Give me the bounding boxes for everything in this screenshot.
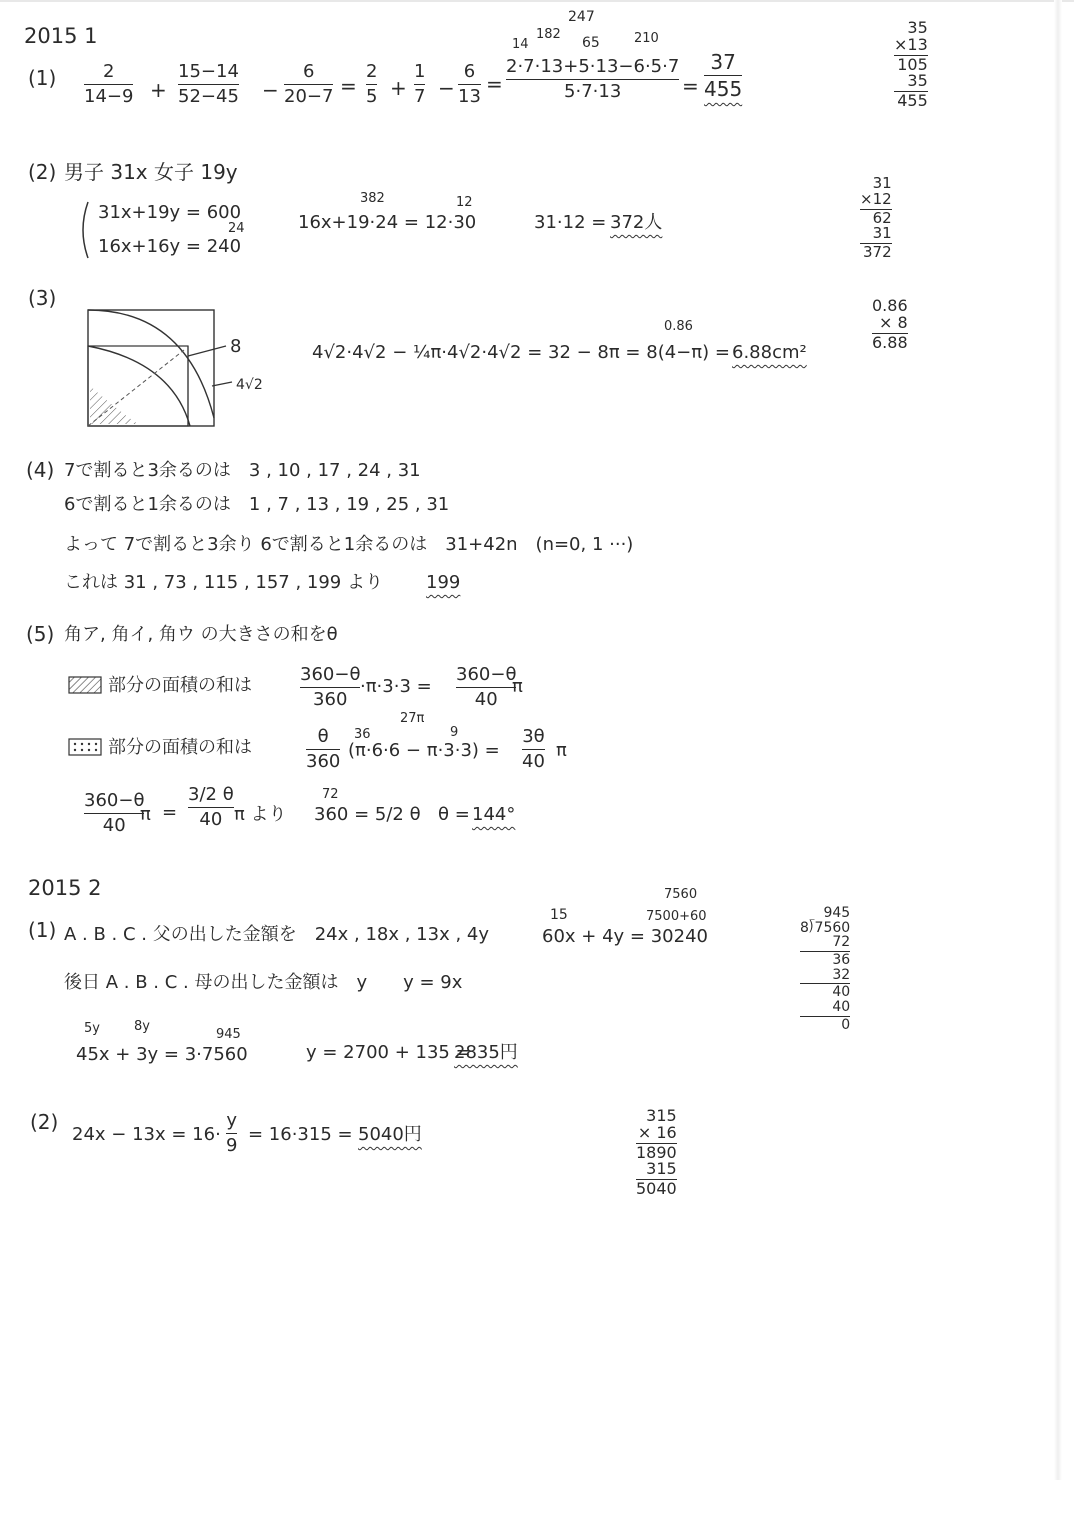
fraction: 3/2 θ 40 — [188, 784, 234, 830]
side-long-division: 945 8⟌7560 72 36 32 40 40 0 — [800, 905, 851, 1033]
answer-2-2: 5040円 — [358, 1124, 422, 1145]
answer-1-3: 6.88cm² — [732, 342, 807, 363]
minus-sign: − — [262, 78, 279, 102]
fraction: 6 20−7 — [284, 61, 334, 107]
equals-sign: = — [682, 74, 699, 98]
plus-sign: + — [150, 78, 167, 102]
text-line: よって 7で割ると3余り 6で割ると1余るのは 31+42n (n=0, 1 ···) — [64, 534, 634, 555]
figure-label-4root2: 4√2 — [236, 377, 263, 393]
pi-symbol: π — [512, 676, 523, 697]
side-multiplication: 31 ×12 62 31 372 — [860, 174, 892, 261]
scratch-note: 9 — [450, 725, 459, 740]
equation: 60x + 4y = 30240 — [542, 926, 708, 947]
equation: 16x+16y = 240 — [98, 236, 242, 257]
problem-1-4-label: (4) — [26, 458, 55, 482]
text-line: A . B . C . 父の出した金額を 24x , 18x , 13x , 4y — [64, 924, 489, 945]
problem-2-2-label: (2) — [30, 1110, 59, 1134]
problem-1-5-label: (5) — [26, 622, 55, 646]
fraction: 360−θ 40 — [84, 790, 145, 836]
side-multiplication: 0.86 × 8 6.88 — [872, 296, 908, 352]
text-line: 6で割ると1余るのは 1 , 7 , 13 , 19 , 25 , 31 — [64, 494, 450, 515]
scratch-note: 24 — [228, 221, 245, 236]
plus-sign: + — [390, 76, 407, 100]
scratch-note: 36 — [354, 727, 371, 742]
answer-2-1: 2835円 — [454, 1042, 518, 1063]
scratch-note: 15 — [550, 907, 568, 923]
system-brace — [74, 200, 94, 260]
section-1-header: 2015 1 — [24, 24, 98, 48]
text-line: 7で割ると3余るのは 3 , 10 , 17 , 24 , 31 — [64, 460, 421, 481]
minus-sign: − — [438, 76, 455, 100]
geometry-figure — [86, 302, 266, 432]
text-line: これは 31 , 73 , 115 , 157 , 199 より — [64, 572, 383, 593]
scratch-note: 7500+60 — [646, 909, 707, 924]
equation: 45x + 3y = 3·7560 — [76, 1044, 248, 1065]
hatched-region-icon — [68, 676, 102, 694]
equals-sign: = — [486, 72, 503, 96]
fraction: y 9 — [226, 1110, 238, 1156]
page-edge-top — [0, 0, 1074, 2]
fraction: 2 14−9 — [84, 61, 134, 107]
equation: π より — [234, 804, 287, 825]
side-multiplication: 35 ×13 105 35 455 — [894, 18, 928, 111]
fraction: 1 7 — [414, 61, 426, 107]
text-line: 部分の面積の和は — [108, 737, 252, 758]
fraction: 15−14 52−45 — [178, 61, 239, 107]
side-multiplication: 315 × 16 1890 315 5040 — [636, 1106, 677, 1199]
scratch-note: 14 — [512, 37, 529, 52]
scratch-note: 5y — [84, 1021, 100, 1036]
fraction: θ 360 — [306, 726, 341, 772]
equation: 31x+19y = 600 — [98, 202, 242, 223]
equation: 31·12 = — [534, 212, 607, 233]
scratch-note: 8y — [134, 1019, 150, 1034]
equation: y = 2700 + 135 = — [306, 1042, 471, 1063]
variable-definition: 男子 31x 女子 19y — [64, 160, 238, 184]
page-edge-right — [1054, 0, 1062, 1480]
answer-1-4: 199 — [426, 572, 461, 593]
text-line: 角ア, 角イ, 角ウ の大きさの和をθ — [64, 624, 338, 645]
scratch-note: 182 — [536, 27, 561, 42]
scratch-note: 0.86 — [664, 319, 693, 334]
dotted-region-icon — [68, 738, 102, 756]
figure-label-8: 8 — [230, 336, 242, 357]
scratch-note: 247 — [568, 9, 595, 25]
equation: ·π·3·3 = — [360, 676, 432, 697]
scratch-note: 12 — [456, 195, 473, 210]
fraction: 2·7·13+5·13−6·5·7 5·7·13 — [506, 56, 680, 102]
equation: θ = — [438, 804, 470, 825]
scratch-note: 65 — [582, 35, 600, 51]
equation: (π·6·6 − π·3·3) = — [348, 740, 500, 761]
answer-1-1: 37 455 — [704, 50, 743, 101]
problem-2-1-label: (1) — [28, 918, 57, 942]
equation: 360 = 5/2 θ — [314, 804, 421, 825]
fraction: 6 13 — [458, 61, 481, 107]
scratch-note: 7560 — [664, 887, 698, 902]
pi-symbol: π — [140, 804, 151, 825]
equation: 24x − 13x = 16· — [72, 1124, 221, 1145]
scratch-note: 382 — [360, 191, 385, 206]
equation: = 16·315 = — [248, 1124, 353, 1145]
equals-sign: = — [162, 802, 178, 823]
equation: 16x+19·24 = 12·30 — [298, 212, 477, 233]
fraction: 360−θ 360 — [300, 664, 361, 710]
problem-1-3-label: (3) — [28, 286, 57, 310]
problem-1-1-label: (1) — [28, 66, 57, 90]
fraction: 3θ 40 — [522, 726, 545, 772]
scratch-note: 210 — [634, 31, 659, 46]
equals-sign: = — [340, 74, 357, 98]
section-2-header: 2015 2 — [28, 876, 102, 900]
scratch-note: 27π — [400, 711, 425, 726]
equation: 4√2·4√2 − ¼π·4√2·4√2 = 32 − 8π = 8(4−π) = — [312, 342, 730, 363]
fraction: 2 5 — [366, 61, 378, 107]
answer-1-2: 372人 — [610, 212, 663, 233]
text-line: 部分の面積の和は — [108, 675, 252, 696]
text-line: 後日 A . B . C . 母の出した金額は y y = 9x — [64, 972, 463, 993]
pi-symbol: π — [556, 740, 567, 761]
answer-1-5: 144° — [472, 804, 516, 825]
scratch-note: 72 — [322, 787, 339, 802]
problem-1-2-label: (2) — [28, 160, 57, 184]
fraction: 360−θ 40 — [456, 664, 517, 710]
scratch-note: 945 — [216, 1027, 241, 1042]
